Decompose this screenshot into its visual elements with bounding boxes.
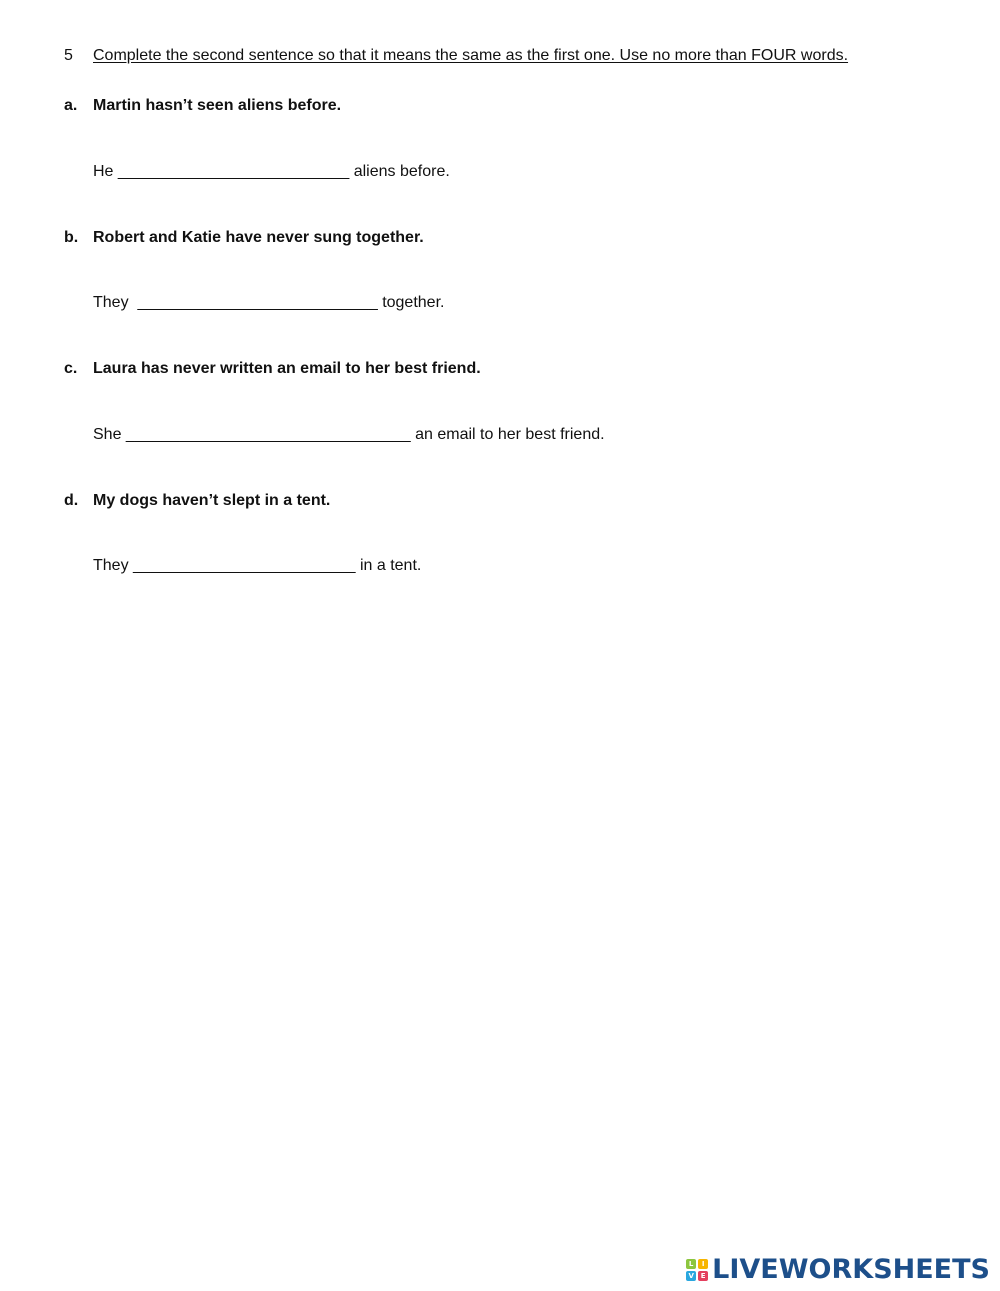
item-c-letter: c.	[64, 360, 78, 377]
item-b-blank[interactable]: ___________________________	[137, 294, 378, 311]
exercise-instruction: Complete the second sentence so that it means the same as the first one. Use no more than FOUR words.	[93, 47, 849, 64]
item-d-prefix: They	[93, 557, 129, 574]
item-c-rewrite	[93, 425, 605, 445]
item-a-suffix: aliens before.	[353, 163, 450, 180]
item-d-rewrite	[93, 556, 421, 576]
logo-tiles-icon	[686, 1259, 708, 1281]
item-d-letter: d.	[64, 492, 79, 509]
item-a-blank[interactable]: __________________________	[117, 163, 350, 180]
item-a-letter: a.	[64, 97, 78, 114]
logo-tile-l: L	[686, 1259, 696, 1269]
exercise-number: 5	[64, 47, 73, 64]
item-d-suffix: in a tent.	[359, 557, 422, 574]
item-a-original: Martin hasn’t seen aliens before.	[93, 97, 342, 114]
item-b-original: Robert and Katie have never sung together.	[93, 229, 424, 246]
item-c-original: Laura has never written an email to her best friend.	[93, 360, 481, 377]
item-d-blank[interactable]: _________________________	[133, 557, 356, 574]
item-b-rewrite	[93, 293, 444, 313]
item-d-original: My dogs haven’t slept in a tent.	[93, 492, 331, 509]
item-b-suffix: together.	[382, 294, 445, 311]
item-b-prefix: They	[93, 294, 129, 311]
item-a-prefix: He	[93, 163, 114, 180]
liveworksheets-logo	[686, 1254, 990, 1286]
logo-tile-v: V	[686, 1271, 696, 1281]
item-c-prefix: She	[93, 426, 122, 443]
logo-text: LIVEWORKSHEETS	[712, 1254, 990, 1285]
item-c-blank[interactable]: ________________________________	[125, 426, 411, 443]
logo-tile-i: I	[698, 1259, 708, 1269]
item-a-rewrite	[93, 162, 450, 182]
item-c-suffix: an email to her best friend.	[415, 426, 605, 443]
item-b-letter: b.	[64, 229, 79, 246]
logo-tile-e: E	[698, 1271, 708, 1281]
